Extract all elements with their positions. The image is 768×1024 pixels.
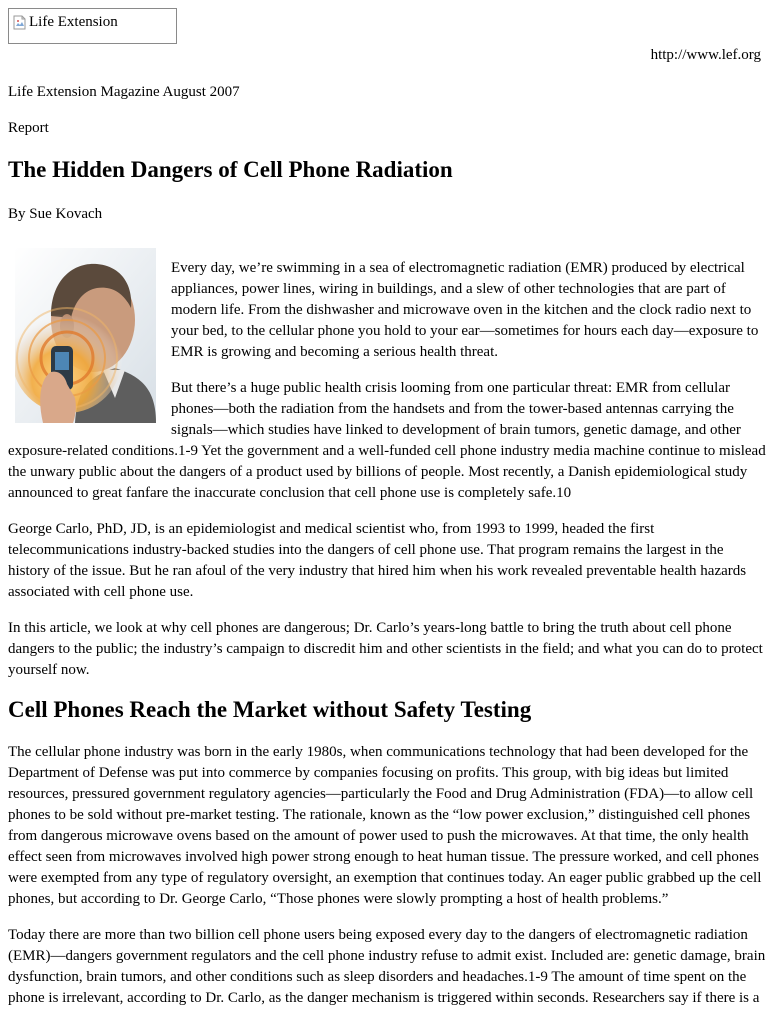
article-paragraph: In this article, we look at why cell phones are dangerous; Dr. Carlo’s years-long battle to bring the truth about cell phone dangers to the public; the industry’s campaign to discredit him and other scientists in the field; and what you can do to protect yourself now. [8,620,763,678]
main-content [8,82,768,1006]
magazine-issue: Life Extension Magazine August 2007 [8,84,240,100]
section-label: Report [8,120,49,136]
article-paragraph: George Carlo, PhD, JD, is an epidemiologist and medical scientist who, from 1993 to 1999, headed the first telecommunications industry-backed studies into the dangers of cell phone use. That program remains the largest in the history of the issue. But he ran afoul of the very industry that hired him when his work revealed preventable health hazards associated with cell phone use. [8,521,747,600]
article-paragraph: The cellular phone industry was born in the early 1980s, when communications technology that had been developed for the Department of Defense was put into commerce by companies focusing on profits. This group, with big ideas but limited resources, pressured government regulatory agencies—particularly the Food and Drug Administration (FDA)—to allow cell phones to be sold without pre-market testing. The rationale, known as the “low power exclusion,” distinguished cell phones from dangerous microwave ovens based on the amount of power used to push the microwaves. At that time, the only health effect seen from microwaves involved high power strong enough to heat human tissue. The pressure worked, and cell phones were exempted from any type of regulatory oversight, an exemption that continues today. An eager public grabbed up the cell phones, but according to Dr. George Carlo, “Those phones were slowly prompting a host of health problems.” [8,744,762,907]
article-paragraph: Today there are more than two billion cell phone users being exposed every day to the dangers of electromagnetic radiation (EMR)—dangers government regulators and the cell phone industry refuse to admit exist. Included are: genetic damage, brain dysfunction, brain tumors, and other conditions such as sleep disorders and headaches.1-9 The amount of time spent on the phone is irrelevant, according to Dr. Carlo, as the danger mechanism is triggered within seconds. Researchers say if there is a [8,927,766,1006]
article-body [8,248,768,1024]
section-heading: Cell Phones Reach the Market without Safety Testing [8,697,532,722]
site-url: http://www.lef.org [650,47,761,63]
article-paragraph: But there’s a huge public health crisis looming from one particular threat: EMR from cellular phones—both the radiation from the handsets and from the tower-based antennas carrying the signals—which studies have linked to development of brain tumors, genetic damage, and other exposure-related conditions.1-9 Yet the government and a well-funded cell phone industry media machine continue to mislead the unwary public about the dangers of a product used by billions of people. Most recently, a Danish epidemiological study announced to great fanfare the inaccurate conclusion that cell phone use is completely safe.10 [8,380,766,501]
logo-alt-text: Life Extension [29,14,118,30]
article-paragraph: Every day, we’re swimming in a sea of electromagnetic radiation (EMR) produced by electrical appliances, power lines, wiring in buildings, and a slew of other technologies that are part of modern life. From the dishwasher and microwave oven in the kitchen and the clock radio next to your bed, to the cellular phone you hold to your ear—sometimes for hours each day—exposure to EMR is growing and becoming a serious health threat. [171,260,759,360]
man-with-cell-phone-image [15,248,156,423]
byline: By Sue Kovach [8,206,103,222]
broken-image-icon [13,15,26,30]
logo-inner [13,12,118,33]
article-title: The Hidden Dangers of Cell Phone Radiation [8,157,453,182]
logo-image-placeholder[interactable] [8,8,177,44]
